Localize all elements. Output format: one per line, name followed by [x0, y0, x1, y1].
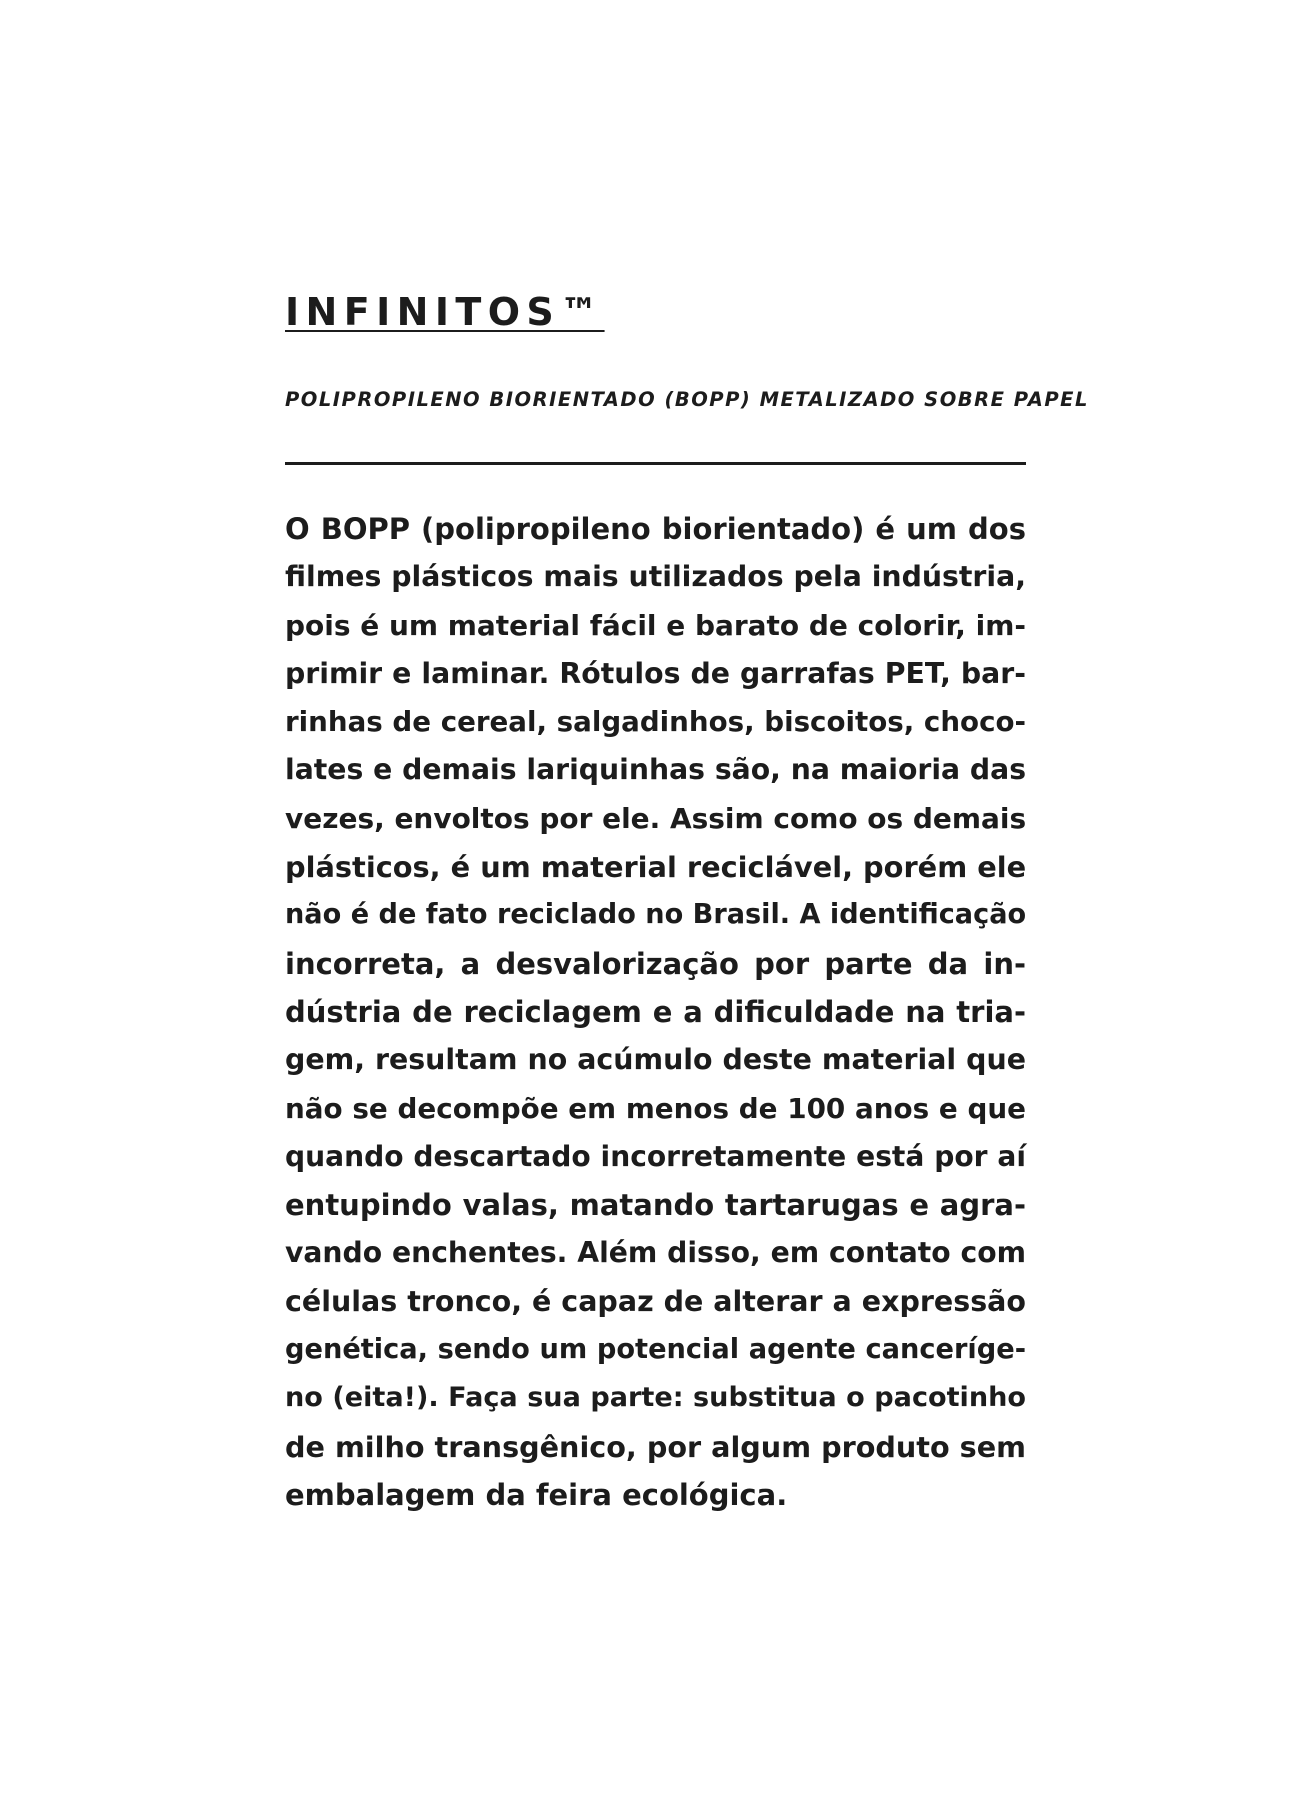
- body-line: células tronco, é capaz de alterar a expressão: [285, 1284, 1026, 1318]
- body-line: O BOPP (polipropileno biorientado) é um dos: [285, 512, 1026, 546]
- body-line: incorreta, a desvalorização por parte da in-: [285, 946, 1026, 981]
- body-line: no (eita!). Faça sua parte: substitua o pacotinho: [285, 1382, 1026, 1414]
- body-line: não é de fato reciclado no Brasil. A identificação: [285, 899, 1027, 931]
- body-line: primir e laminar. Rótulos de garrafas PET, bar-: [285, 656, 1026, 690]
- body-line: lates e demais lariquinhas são, na maioria das: [285, 753, 1027, 787]
- body-line: não se decompõe em menos de 100 anos e que: [285, 1091, 1026, 1125]
- divider-rule: [285, 462, 1026, 465]
- body-line: vezes, envoltos por ele. Assim como os demais: [285, 801, 1027, 835]
- body-line: quando descartado incorretamente está por aí: [285, 1139, 1026, 1173]
- body-line: pois é um material fácil e barato de colorir, im-: [285, 608, 1026, 642]
- body-line: entupindo valas, matando tartarugas e agra-: [285, 1188, 1026, 1223]
- document-subtitle: POLIPROPILENO BIORIENTADO (BOPP) METALIZADO SOBRE PAPEL: [285, 388, 1089, 411]
- body-paragraph: [285, 505, 1026, 1519]
- body-line: filmes plásticos mais utilizados pela indústria,: [285, 560, 1026, 594]
- body-line: dústria de reciclagem e a dificuldade na tria-: [285, 994, 1026, 1029]
- body-line: gem, resultam no acúmulo deste material que: [285, 1043, 1026, 1077]
- body-line: plásticos, é um material reciclável, porém ele: [285, 850, 1027, 885]
- body-line: genética, sendo um potencial agente canceríge-: [285, 1334, 1026, 1366]
- body-line: rinhas de cereal, salgadinhos, biscoitos, choco-: [285, 705, 1026, 739]
- body-line: embalagem da feira ecológica.: [285, 1477, 788, 1512]
- document-title: INFINITOS™: [285, 290, 605, 334]
- body-line: de milho transgênico, por algum produto sem: [285, 1429, 1026, 1464]
- body-line: vando enchentes. Além disso, em contato com: [285, 1236, 1026, 1270]
